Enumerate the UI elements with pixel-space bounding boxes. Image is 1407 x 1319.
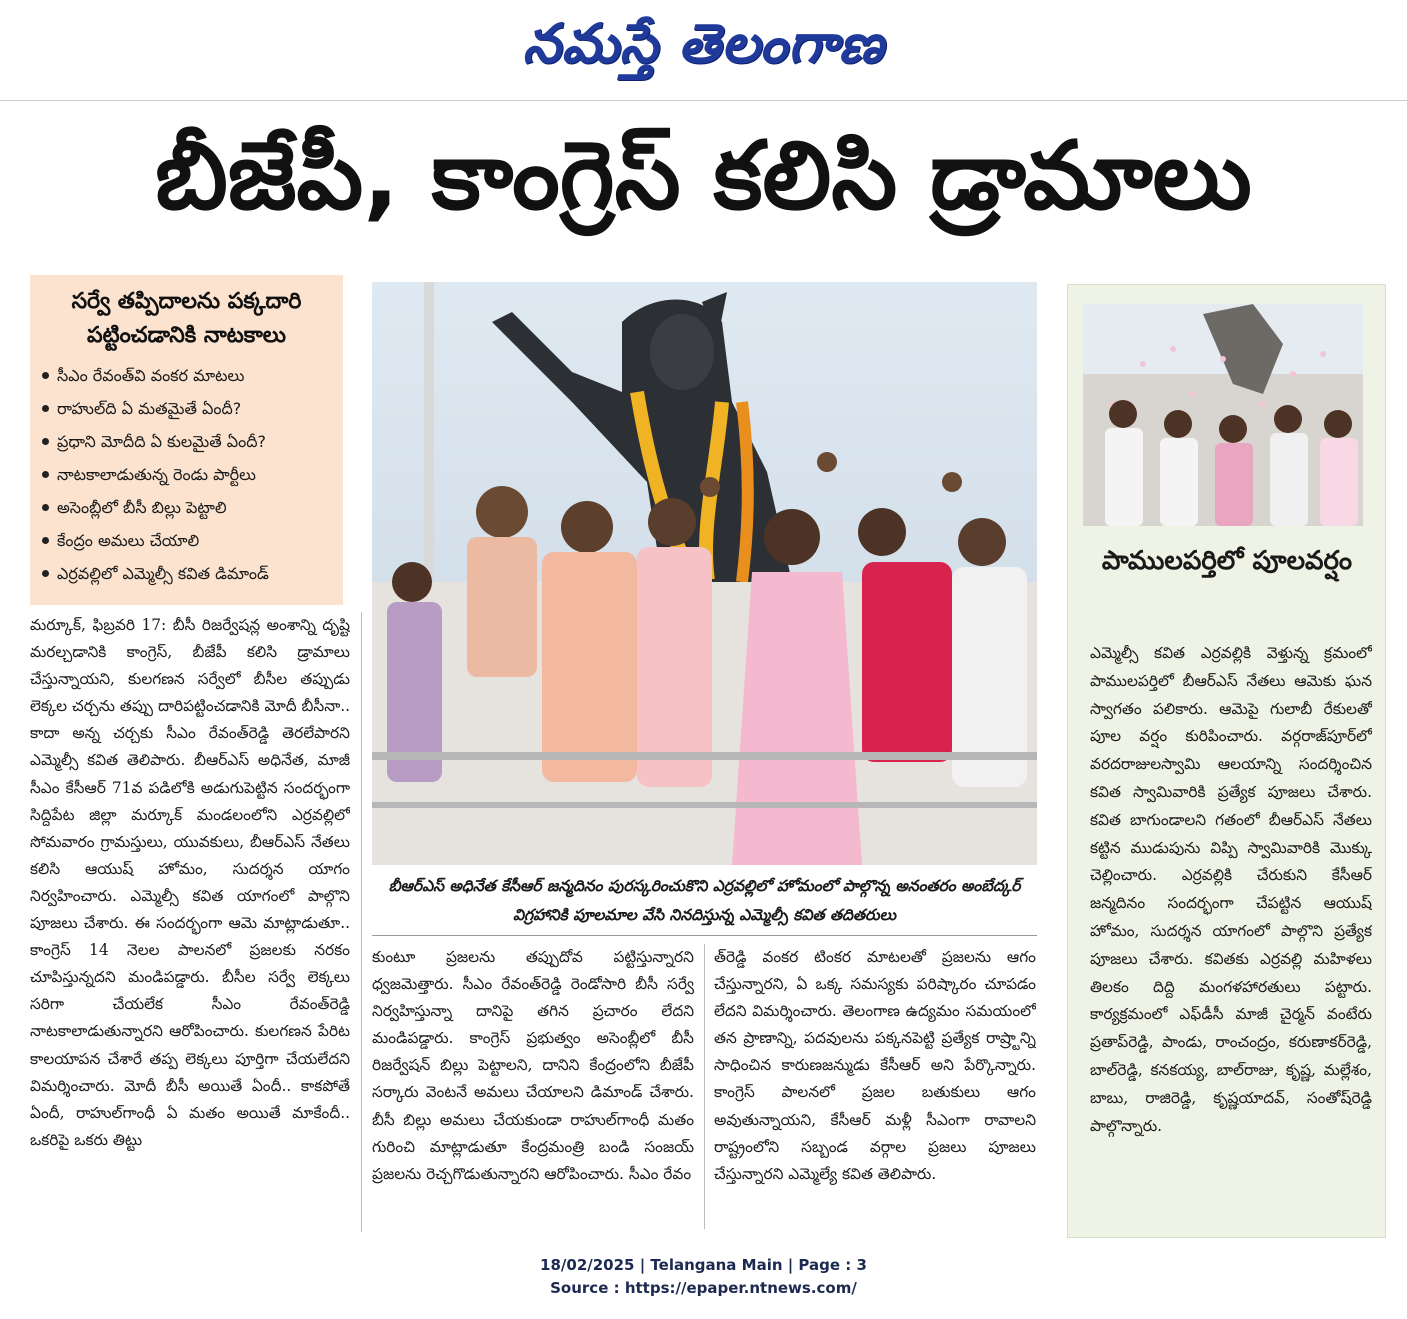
highlights-list: [42, 359, 331, 590]
sidebar-photo: [1083, 304, 1363, 526]
article-column-2: కుంటూ ప్రజలను తప్పుదోవ పట్టిస్తున్నారని ధ్వజమెత్తారు. సీఎం రేవంత్‌రెడ్డి రెండోసారి బీసీ సర్వే నిర్వహిస్తున్నా దానిపై తగిన ప్రచారం లేదని మండిపడ్డారు. కాంగ్రెస్ ప్రభుత్వం అసెంబ్లీలో బీసీ రిజర్వేషన్ బిల్లు పెట్టాలని, దానిని కేంద్రంలోని బీజేపీ సర్కారు వెంటనే అమలు చేయాలని డిమాండ్ చేశారు. బీసీ బిల్లు అమలు చేయకుండా రాహుల్‌గాంధీ మతం గురించి మాట్లాడుతూ కేంద్రమంత్రి బండి సంజయ్ ప్రజలను రెచ్చగొడుతున్నారని ఆరోపించారు. సీఎం రేవం: [372, 948, 694, 1183]
highlight-item: ప్రధాని మోదీది ఏ కులమైతే ఏందీ?: [42, 425, 331, 458]
highlight-item: కేంద్రం అమలు చేయాలి: [42, 524, 331, 557]
flower-shower-photo-illustration: [1083, 304, 1363, 526]
newspaper-logo: నమస్తే తెలంగాణ: [522, 11, 885, 75]
bullet-icon: [42, 504, 49, 511]
bullet-icon: [42, 405, 49, 412]
bullet-icon: [42, 570, 49, 577]
sidebar-body: ఎమ్మెల్సీ కవిత ఎర్రవల్లికి వెళ్తున్న క్రమంలో పాములపర్తిలో బీఆర్‌ఎస్ నేతలు ఆమెకు ఘన స్వాగతం పలికారు. ఆమెపై గులాబీ రేకులతో పూల వర్షం కురిపించారు. వర్గరాజ్‌పూర్‌లో వరదరాజులస్వామి ఆలయాన్ని సందర్శించిన కవిత స్వామివారికి ప్రత్యేక పూజలు చేశారు. కవిత బాగుండాలని గతంలో బీఆర్‌ఎస్ నేతలు కట్టిన ముడుపును విప్పి స్వామివారికి మొక్కు చెల్లించారు. ఎర్రవల్లికి చేరుకుని కేసీఆర్ జన్మదినం సందర్భంగా చేపట్టిన ఆయుష్ హోమం, సుదర్శన యాగంలో పాల్గొని ప్రత్యేక పూజలు చేశారు. కవితకు ఎర్రవల్లి మహిళలు తిలకం దిద్ది మంగళహారతులు పట్టారు. కార్యక్రమంలో ఎఫ్‌డీసీ మాజీ చైర్మన్ వంటేరు ప్రతాప్‌రెడ్డి, పాండు, రాంచంద్రం, కరుణాకర్‌రెడ్డి, బాల్‌రెడ్డి, కనకయ్య, బాల్‌రాజు, కృష్ణ, మల్లేశం, బాబు, రాజిరెడ్డి, కృష్ణయాదవ్, సంతోష్‌రెడ్డి పాల్గొన్నారు.: [1090, 644, 1372, 1135]
bullet-icon: [42, 537, 49, 544]
article-column-1: మర్కూక్, ఫిబ్రవరి 17: బీసీ రిజర్వేషన్ల అంశాన్ని దృష్టి మరల్చడానికి కాంగ్రెస్, బీజేపీ కలిసి డ్రామాలు చేస్తున్నాయని, కులగణన సర్వేలో బీసీల తప్పుడు లెక్కల చర్చను తప్పు దారిపట్టించడానికి మోదీ బీసీనా.. కాదా అన్న చర్చకు సీఎం రేవంత్‌రెడ్డి తెరలేపారని ఎమ్మెల్సీ కవిత తెలిపారు. బీఆర్‌ఎస్ అధినేత, మాజీ సీఎం కేసీఆర్ 71వ పడిలోకి అడుగుపెట్టిన సందర్భంగా సిద్దిపేట జిల్లా మర్కూక్ మండలంలోని ఎర్రవల్లిలో సోమవారం గ్రామస్తులు, యువకులు, బీఆర్‌ఎస్ నేతలు కలిసి ఆయుష్ హోమం, సుదర్శన యాగం నిర్వహించారు. ఎమ్మెల్సీ కవిత యాగంలో పాల్గొని పూజలు చేశారు. ఈ సందర్భంగా ఆమె మాట్లాడుతూ.. కాంగ్రెస్ 14 నెలల పాలనలో ప్రజలకు నరకం చూపిస్తున్నదని మండిపడ్డారు. బీసీల సర్వే లెక్కలు సరిగా చేయలేక సీఎం రేవంత్‌రెడ్డి నాటకాలాడుతున్నారని ఆరోపించారు. కులగణన పేరిట కాలయాపన చేశారే తప్ప లెక్కలు పూర్తిగా చేయలేదని విమర్శించారు. మోదీ బీసీ అయితే ఏందీ.. కాకపోతే ఏందీ, రాహుల్‌గాంధీ ఏ మతం అయితే మాకేందీ.. ఒకరిపై ఒకరు తిట్టు: [30, 616, 350, 1149]
bullet-icon: [42, 471, 49, 478]
sidebar-heading: పాములపర్తిలో పూలవర్షం: [1101, 546, 1353, 576]
photo-caption: బీఆర్‌ఎస్ అధినేత కేసీఆర్ జన్మదినం పురస్కరించుకొని ఎర్రవల్లిలో హోమంలో పాల్గొన్న అనంతరం అంబేద్కర్ విగ్రహానికి పూలమాల వేసి నినదిస్తున్న ఎమ్మెల్సీ కవిత తదితరులు: [372, 868, 1037, 936]
column-divider: [361, 612, 362, 1232]
footer-date-line: 18/02/2025 | Telangana Main | Page : 3: [540, 1256, 867, 1274]
article-column-3: త్‌రెడ్డి వంకర టింకర మాటలతో ప్రజలను ఆగం చేస్తున్నారని, ఏ ఒక్క సమస్యకు పరిష్కారం చూపడం లేదని విమర్శించారు. తెలంగాణ ఉద్యమం సమయంలో తన ప్రాణాన్ని, పదవులను పక్కనపెట్టి ప్రత్యేక రాష్ర్టాన్ని సాధించిన కారుణజన్ముడు కేసీఆర్ అని పేర్కొన్నారు. కాంగ్రెస్ పాలనలో ప్రజల బతుకులు ఆగం అవుతున్నాయని, కేసీఆర్ మళ్లీ సీఎంగా రావాలని రాష్ట్రంలోని సబ్బండ వర్గాల ప్రజలు పూజలు చేస్తున్నారని ఎమ్మెల్యే కవిత తెలిపారు.: [714, 948, 1036, 1183]
highlight-item: సీఎం రేవంత్‌వి వంకర మాటలు: [42, 359, 331, 392]
footer-source-line: Source : https://epaper.ntnews.com/: [550, 1279, 857, 1297]
highlight-item: అసెంబ్లీలో బీసీ బిల్లు పెట్టాలి: [42, 491, 331, 524]
column-divider: [704, 944, 705, 1229]
masthead: [0, 0, 1407, 101]
highlight-item: నాటకాలాడుతున్న రెండు పార్టీలు: [42, 458, 331, 491]
highlights-box: [30, 275, 343, 605]
page-footer: [0, 1254, 1407, 1304]
main-news-photo: [372, 282, 1037, 865]
bullet-icon: [42, 372, 49, 379]
highlight-item: ఎర్రవల్లిలో ఎమ్మెల్సీ కవిత డిమాండ్: [42, 557, 331, 590]
headline: బీజేపీ, కాంగ్రెస్ కలిసి డ్రామాలు: [155, 122, 1252, 231]
highlights-subhead: సర్వే తప్పిదాలను పక్కదారి పట్టించడానికి నాటకాలు: [71, 289, 302, 348]
bullet-icon: [42, 438, 49, 445]
rally-photo-illustration: [372, 282, 1037, 865]
highlight-item: రాహుల్‌ది ఏ మతమైతే ఏందీ?: [42, 392, 331, 425]
